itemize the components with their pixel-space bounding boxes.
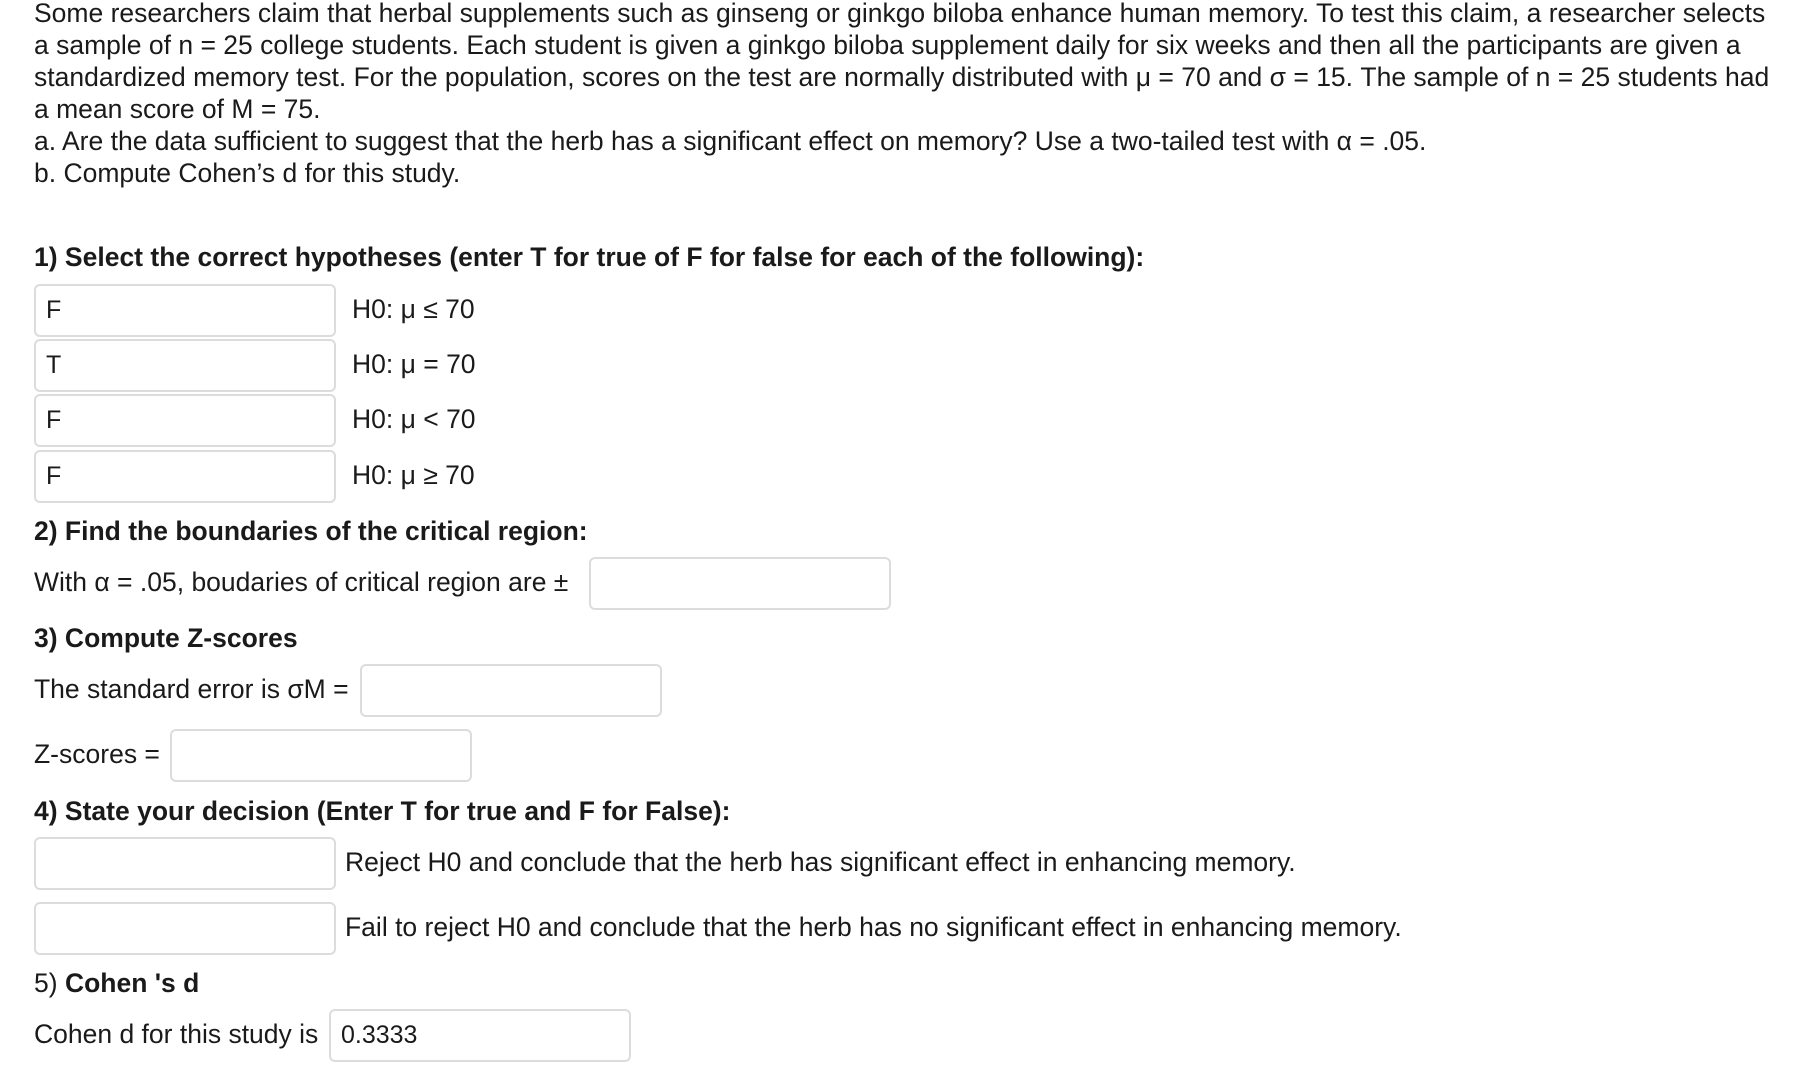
hypothesis-answer-3[interactable] bbox=[34, 394, 336, 447]
decision-label-1: Reject H0 and conclude that the herb has significant effect in enhancing memory. bbox=[345, 847, 1296, 877]
question-b: b. Compute Cohen’s d for this study. bbox=[34, 158, 461, 188]
critical-region-input[interactable] bbox=[589, 557, 891, 610]
problem-line-4: a mean score of M = 75. bbox=[34, 94, 321, 124]
standard-error-label: The standard error is σM = bbox=[34, 674, 349, 704]
cohens-d-label: Cohen d for this study is bbox=[34, 1019, 319, 1049]
hypothesis-label-4: H0: μ ≥ 70 bbox=[352, 460, 475, 490]
section-1-title: 1) Select the correct hypotheses (enter T for true of F for false for each of the following): bbox=[34, 242, 1145, 272]
standard-error-input[interactable] bbox=[360, 664, 662, 717]
cohens-d-input[interactable] bbox=[329, 1009, 631, 1062]
section-5-heading: Cohen 's d bbox=[64, 968, 200, 998]
hypothesis-label-3: H0: μ < 70 bbox=[352, 404, 476, 434]
hypothesis-answer-4[interactable] bbox=[34, 450, 336, 503]
problem-line-2: a sample of n = 25 college students. Each student is given a ginkgo biloba supplement daily for six weeks and then all the participants are given a bbox=[34, 30, 1741, 60]
section-5-number: 5) bbox=[34, 968, 58, 998]
hypothesis-answer-1[interactable] bbox=[34, 284, 336, 337]
hypothesis-answer-2[interactable] bbox=[34, 339, 336, 392]
question-a: a. Are the data sufficient to suggest that the herb has a significant effect on memory? Use a two-tailed test with α = .05. bbox=[34, 126, 1427, 156]
critical-region-label: With α = .05, boudaries of critical region are ± bbox=[34, 567, 569, 597]
hypothesis-label-1: H0: μ ≤ 70 bbox=[352, 294, 475, 324]
section-3-title: 3) Compute Z-scores bbox=[34, 623, 298, 653]
z-score-label: Z-scores = bbox=[34, 739, 160, 769]
z-score-input[interactable] bbox=[170, 729, 472, 782]
decision-answer-2[interactable] bbox=[34, 902, 336, 955]
hypothesis-label-2: H0: μ = 70 bbox=[352, 349, 476, 379]
section-5-title bbox=[34, 967, 199, 999]
section-2-title: 2) Find the boundaries of the critical region: bbox=[34, 516, 588, 546]
decision-label-2: Fail to reject H0 and conclude that the herb has no significant effect in enhancing memory. bbox=[345, 912, 1402, 942]
problem-line-3: standardized memory test. For the population, scores on the test are normally distributed with μ = 70 and σ = 15. The sample of n = 25 students had bbox=[34, 62, 1770, 92]
section-4-title: 4) State your decision (Enter T for true and F for False): bbox=[34, 796, 731, 826]
decision-answer-1[interactable] bbox=[34, 837, 336, 890]
problem-line-1: Some researchers claim that herbal supplements such as ginseng or ginkgo biloba enhance human memory. To test this claim, a researcher selects bbox=[34, 0, 1766, 28]
